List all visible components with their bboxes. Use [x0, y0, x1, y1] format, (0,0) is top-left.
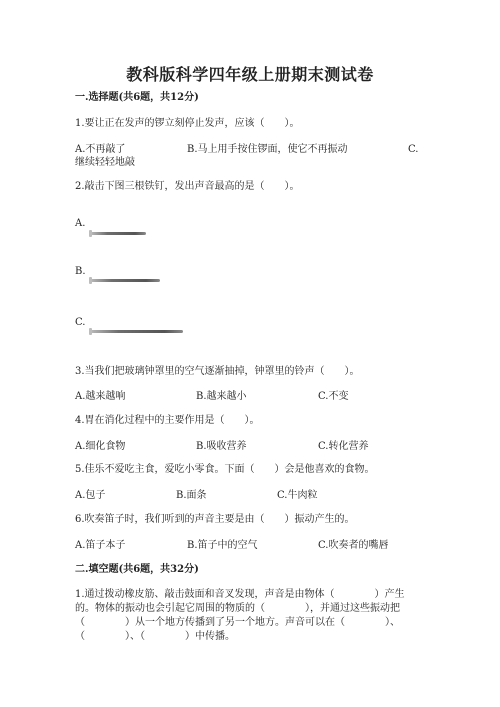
fill-question-1-line-1: 1.通过拨动橡皮筋、敲击鼓面和音叉发现，声音是由物体（ ）产生	[75, 589, 405, 600]
iron-nail-long	[91, 330, 183, 333]
page-title: 教科版科学四年级上册期末测试卷	[126, 65, 374, 84]
question-2-option-b: B.	[75, 266, 86, 277]
section-heading-fill-in: 二.填空题(共6题，共32分)	[75, 564, 199, 575]
iron-nail-medium	[91, 279, 160, 282]
section-heading-choice: 一.选择题(共6题，共12分)	[75, 92, 199, 103]
question-6-option-c: C.吹奏者的嘴唇	[318, 540, 389, 551]
question-4-option-c: C.转化营养	[318, 441, 369, 452]
question-4-option-a: A.细化食物	[75, 441, 126, 452]
question-5-option-a: A.包子	[75, 490, 106, 501]
fill-question-1-line-2: 的。物体的振动也会引起它周围的物质的（ ），并通过这些振动把	[75, 603, 400, 614]
question-3-option-c: C.不变	[318, 391, 349, 402]
question-3-option-a: A.越来越响	[75, 391, 126, 402]
question-4-stem: 4.胃在消化过程中的主要作用是（ ）。	[75, 415, 260, 426]
iron-nail-short	[91, 232, 146, 235]
question-6-option-b: B.笛子中的空气	[187, 540, 258, 551]
question-2-stem: 2.敲击下图三根铁钉，发出声音最高的是（ ）。	[75, 181, 300, 192]
question-4-option-b: B.吸收营养	[196, 441, 247, 452]
fill-question-1-line-4: （ ）、（ ）中传播。	[75, 631, 235, 642]
question-1-option-a: A.不再敲了	[75, 144, 126, 155]
question-6-stem: 6.吹奏笛子时，我们听到的声音主要是由（ ）振动产生的。	[75, 514, 355, 525]
question-1-option-c-continued: 继续轻轻地敲	[75, 157, 135, 168]
question-2-option-a: A.	[75, 218, 86, 229]
question-5-stem: 5.佳乐不爱吃主食，爱吃小零食。下面（ ）会是他喜欢的食物。	[75, 464, 375, 475]
nail-head	[89, 230, 92, 237]
question-3-stem: 3.当我们把玻璃钟罩里的空气逐渐抽掉，钟罩里的铃声（ ）。	[75, 366, 360, 377]
question-2-option-c: C.	[75, 317, 86, 328]
question-5-option-b: B.面条	[176, 490, 207, 501]
fill-question-1-line-3: （ ）从一个地方传播到了另一个地方。声音可以在（ ）、	[75, 617, 400, 628]
question-1-stem: 1.要让正在发声的锣立刻停止发声，应该（ ）。	[75, 118, 300, 129]
question-1-option-c: C.	[408, 144, 419, 155]
question-5-option-c: C.牛肉粒	[277, 490, 318, 501]
question-1-option-b: B.马上用手按住锣面，使它不再振动	[187, 144, 348, 155]
nail-head	[89, 328, 92, 335]
question-3-option-b: B.越来越小	[196, 391, 247, 402]
question-6-option-a: A.笛子本子	[75, 540, 126, 551]
nail-head	[89, 277, 92, 284]
